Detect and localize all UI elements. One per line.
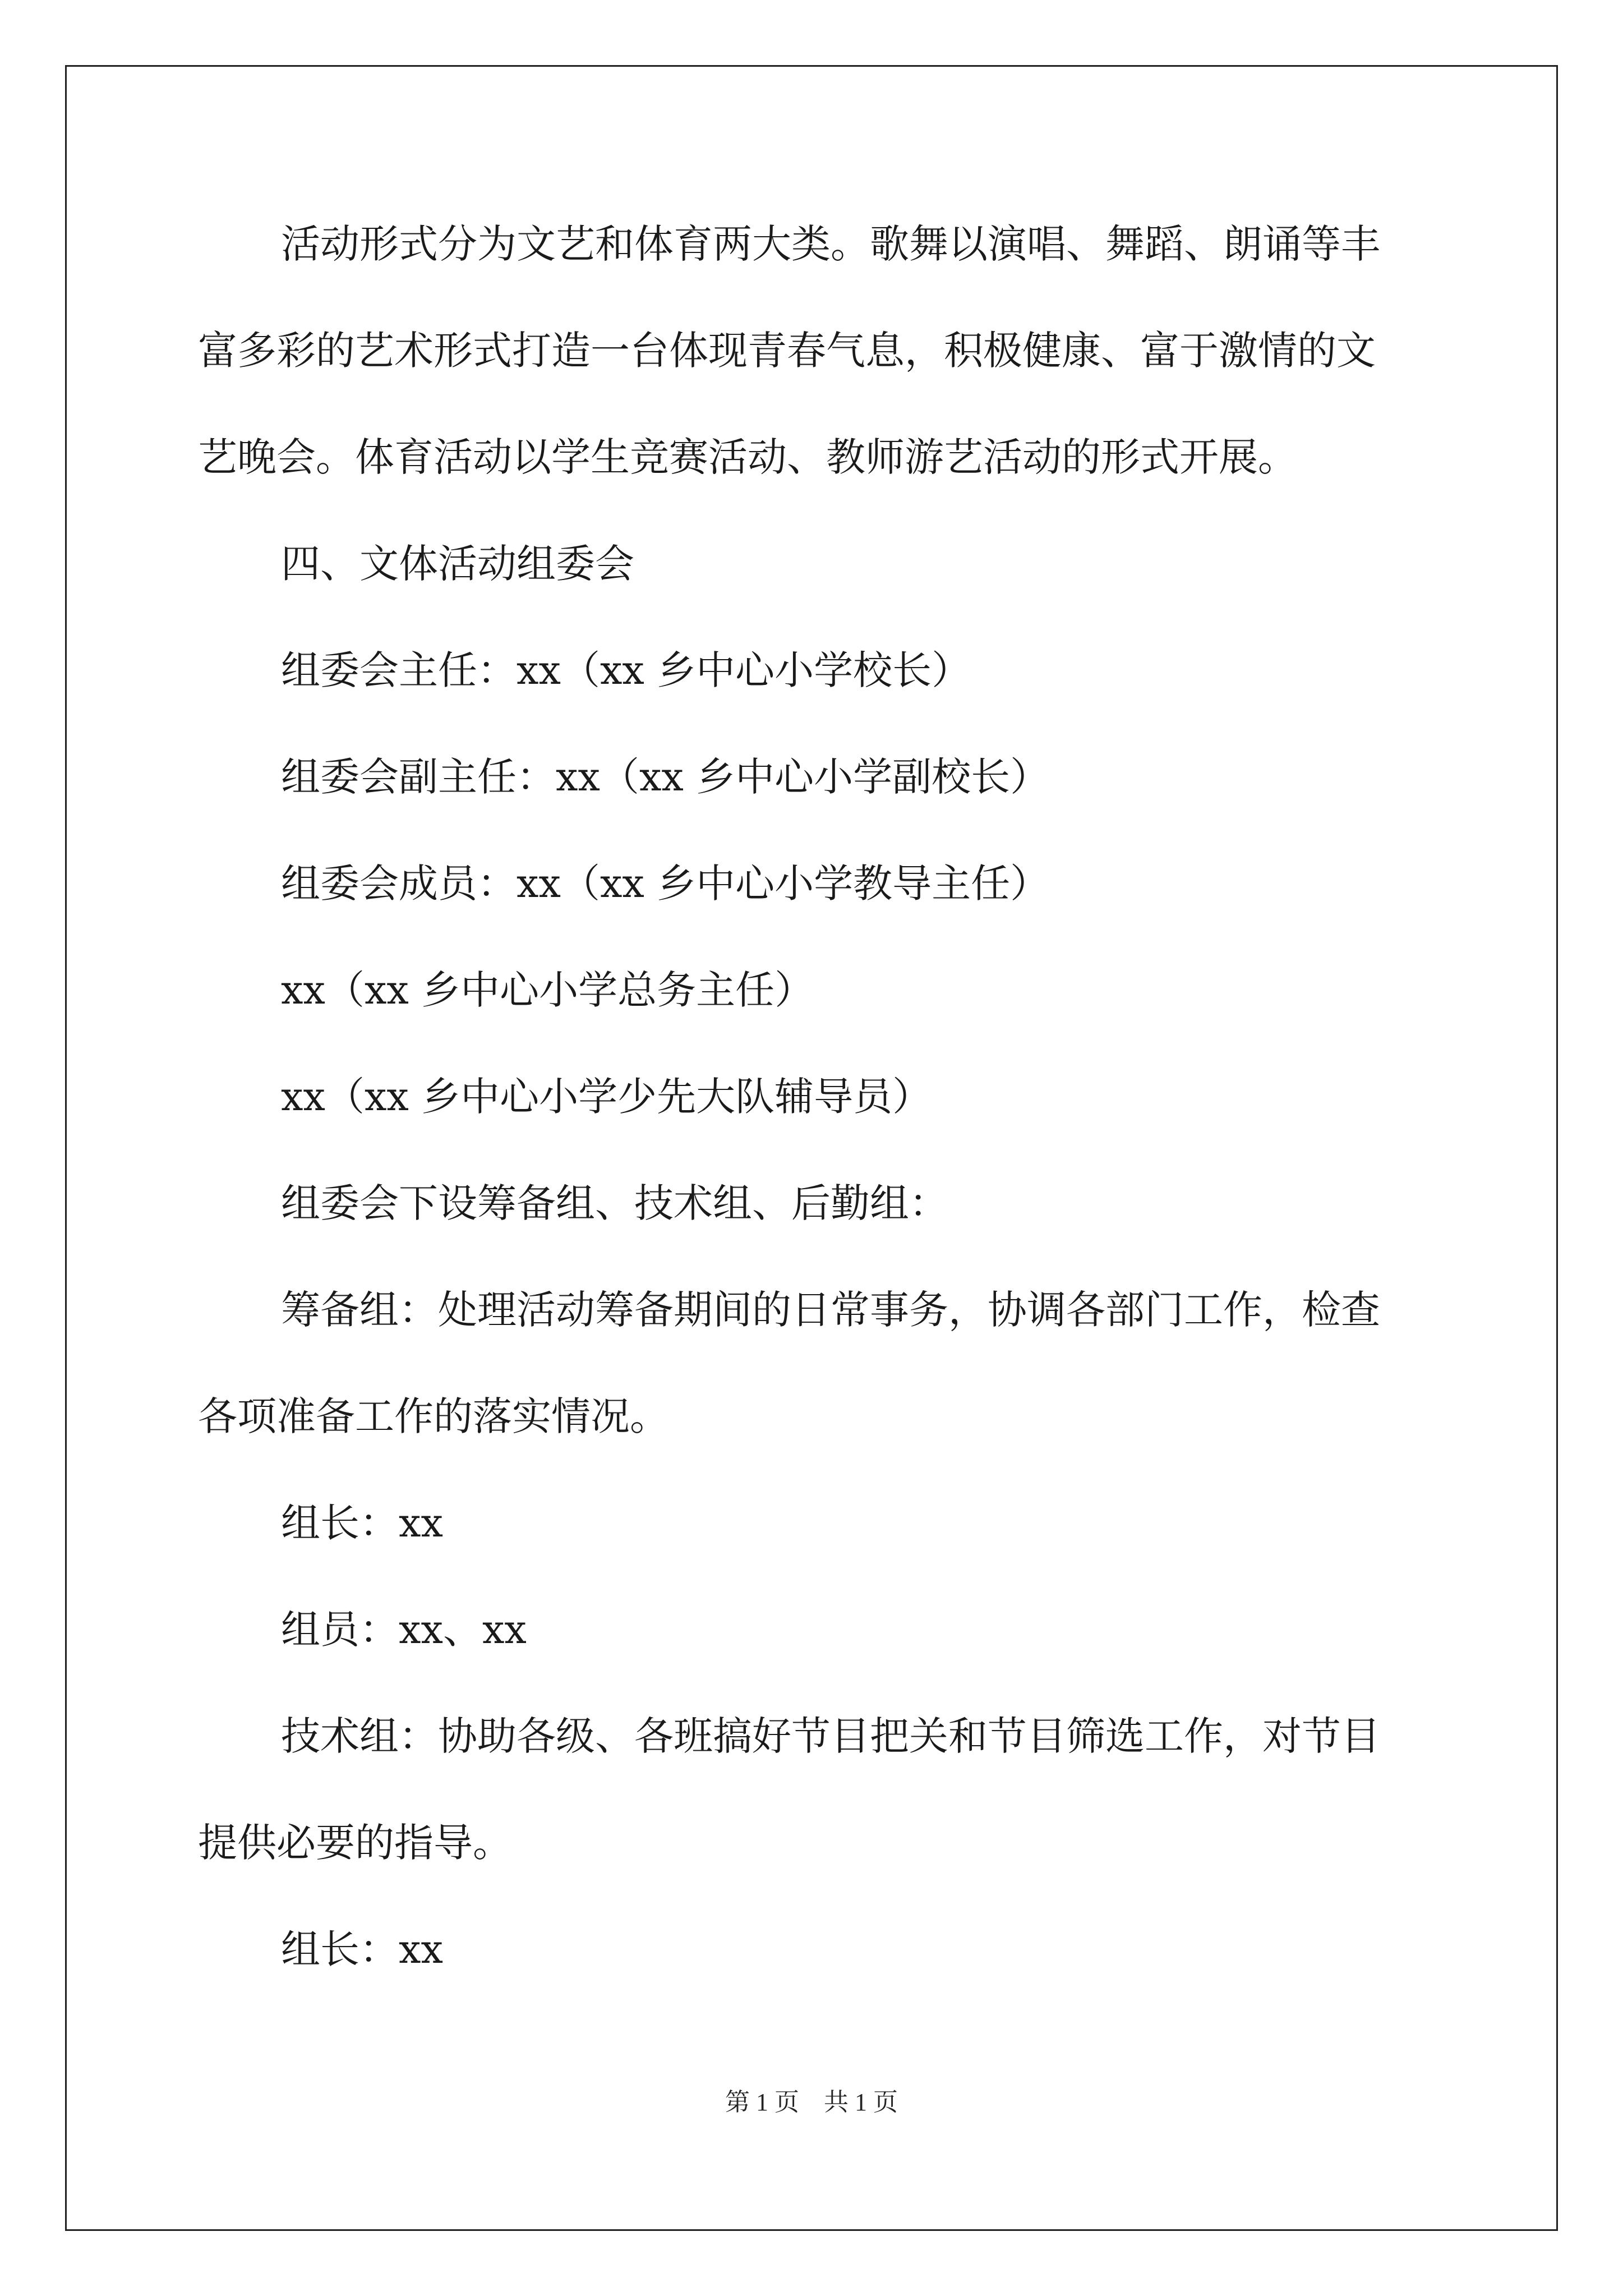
- page-footer: [0, 2086, 1623, 2119]
- section-heading: 四、文体活动组委会: [281, 541, 634, 587]
- paragraph-line: 组长：xx: [281, 1500, 443, 1546]
- paragraph-line: xx（xx 乡中心小学少先大队辅导员）: [281, 1074, 932, 1120]
- page-number: 第 1 页: [725, 2088, 799, 2116]
- paragraph-line: 组长：xx: [281, 1926, 443, 1972]
- paragraph-line: 组委会下设筹备组、技术组、后勤组：: [281, 1180, 948, 1226]
- page-frame: [65, 65, 1558, 2231]
- paragraph-line: 组委会副主任：xx（xx 乡中心小学副校长）: [281, 754, 1050, 800]
- paragraph-line: 技术组：协助各级、各班搞好节目把关和节目筛选工作，对节目: [281, 1713, 1380, 1759]
- page-total: 共 1 页: [824, 2088, 898, 2116]
- paragraph-line: xx（xx 乡中心小学总务主任）: [281, 967, 814, 1013]
- paragraph-line: 组委会主任：xx（xx 乡中心小学校长）: [281, 647, 971, 693]
- paragraph-line: 组员：xx、xx: [281, 1607, 527, 1653]
- paragraph-line: 各项准备工作的落实情况。: [198, 1393, 669, 1439]
- paragraph-line: 活动形式分为文艺和体育两大类。歌舞以演唱、舞蹈、朗诵等丰: [281, 221, 1380, 267]
- paragraph-line: 富多彩的艺术形式打造一台体现青春气息，积极健康、富于激情的文: [198, 328, 1376, 374]
- paragraph-line: 筹备组：处理活动筹备期间的日常事务，协调各部门工作，检查: [281, 1287, 1380, 1333]
- paragraph-line: 提供必要的指导。: [198, 1820, 512, 1866]
- paragraph-line: 艺晚会。体育活动以学生竞赛活动、教师游艺活动的形式开展。: [198, 434, 1297, 480]
- paragraph-line: 组委会成员：xx（xx 乡中心小学教导主任）: [281, 861, 1050, 907]
